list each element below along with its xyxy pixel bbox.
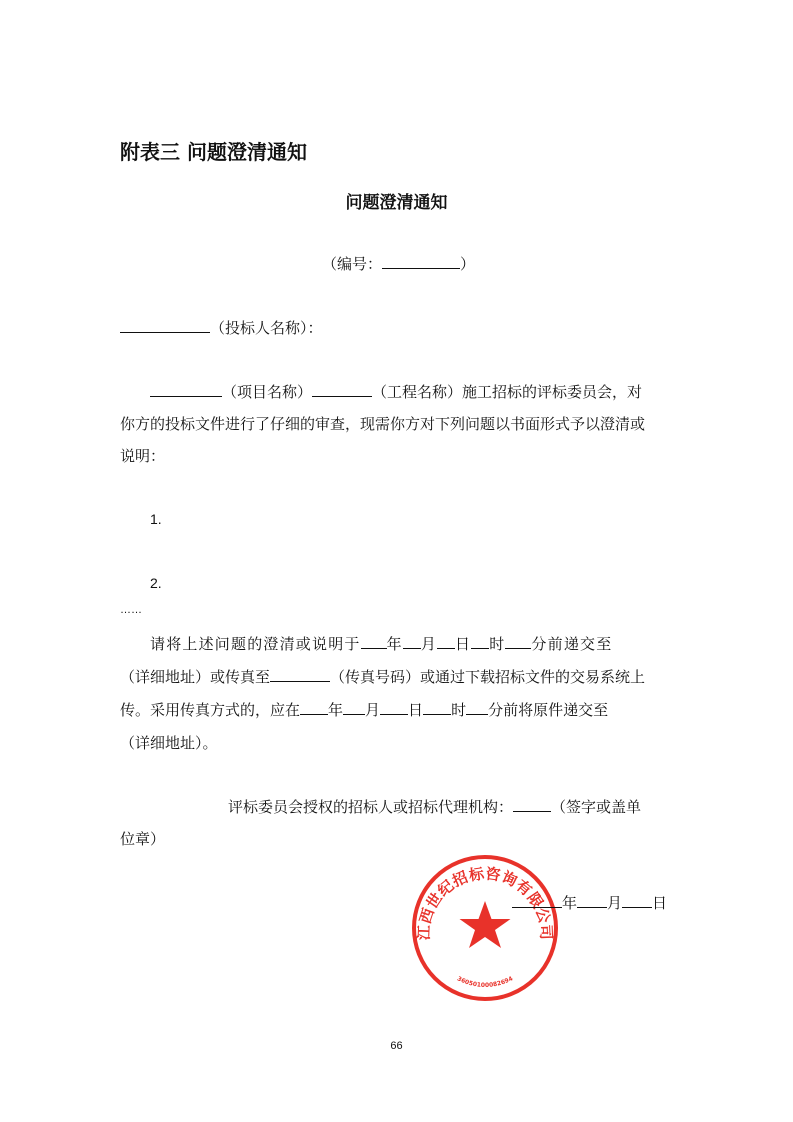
signature-note: （签字或盖单 xyxy=(551,798,642,816)
sign-year-blank[interactable] xyxy=(512,893,562,908)
signature-date-line xyxy=(512,893,667,913)
deadline-month-blank[interactable] xyxy=(403,634,421,649)
year-label: 年 xyxy=(386,635,403,653)
deadline-hour-blank[interactable] xyxy=(471,634,489,649)
addressee-line xyxy=(120,318,323,338)
hour-label-2: 时 xyxy=(451,701,467,719)
signature-line-1 xyxy=(228,797,641,817)
intro-line-3: 说明： xyxy=(120,447,166,465)
sign-day-blank[interactable] xyxy=(622,893,652,908)
seal-code-text: 36050100082694 xyxy=(455,975,515,990)
year-label-2: 年 xyxy=(328,701,344,719)
sign-day-label: 日 xyxy=(652,894,668,912)
project-label: （项目名称） xyxy=(222,383,313,401)
serial-number-line xyxy=(322,254,475,274)
seal-company-text: 江西世纪招标咨询有限公司 xyxy=(414,864,556,941)
original-day-blank[interactable] xyxy=(380,700,408,715)
deadline-day-blank[interactable] xyxy=(437,634,455,649)
original-hour-blank[interactable] xyxy=(423,700,451,715)
engineering-label: （工程名称）施工招标的评标委员会，对 xyxy=(372,383,643,401)
serial-number-blank[interactable] xyxy=(382,254,460,269)
sign-month-label: 月 xyxy=(607,894,623,912)
hour-label: 时 xyxy=(489,635,506,653)
request-line-1 xyxy=(150,634,612,654)
company-seal-stamp xyxy=(410,853,560,1003)
serial-close: ） xyxy=(460,255,476,273)
request-text-2b: （传真号码）或通过下载招标文件的交易系统上 xyxy=(330,668,646,686)
engineering-name-blank[interactable] xyxy=(312,382,372,397)
request-text-3a: 传。采用传真方式的，应在 xyxy=(120,701,301,719)
sign-year-label: 年 xyxy=(562,894,578,912)
ellipsis: …… xyxy=(120,604,142,616)
request-text-1b: 分前递交至 xyxy=(531,635,613,653)
signature-label: 评标委员会授权的招标人或招标代理机构： xyxy=(228,798,514,816)
addressee-label: （投标人名称）： xyxy=(210,319,323,337)
fax-number-blank[interactable] xyxy=(270,667,330,682)
original-minute-blank[interactable] xyxy=(466,700,488,715)
request-line-2 xyxy=(120,667,645,687)
request-line-4: （详细地址）。 xyxy=(120,734,218,752)
signature-line-2: 位章） xyxy=(120,830,166,848)
request-text-1: 请将上述问题的澄清或说明于 xyxy=(150,635,361,653)
original-month-blank[interactable] xyxy=(343,700,365,715)
request-line-3 xyxy=(120,700,608,720)
document-title: 问题澄清通知 xyxy=(345,193,448,213)
request-text-2a: （详细地址）或传真至 xyxy=(120,668,271,686)
intro-line-1 xyxy=(150,382,642,402)
seal-star-icon xyxy=(460,901,511,948)
sign-month-blank[interactable] xyxy=(577,893,607,908)
intro-line-2: 你方的投标文件进行了仔细的审查，现需你方对下列问题以书面形式予以澄清或 xyxy=(120,415,646,433)
request-text-3b: 分前将原件递交至 xyxy=(488,701,609,719)
day-label: 日 xyxy=(455,635,472,653)
deadline-minute-blank[interactable] xyxy=(505,634,531,649)
project-name-blank[interactable] xyxy=(150,382,222,397)
bidder-name-blank[interactable] xyxy=(120,318,210,333)
appendix-heading: 附表三 问题澄清通知 xyxy=(120,140,307,164)
deadline-year-blank[interactable] xyxy=(361,634,387,649)
signature-blank[interactable] xyxy=(513,797,551,812)
item-1: 1. xyxy=(150,511,162,527)
item-2: 2. xyxy=(150,575,162,591)
original-year-blank[interactable] xyxy=(300,700,328,715)
month-label: 月 xyxy=(420,635,438,653)
month-label-2: 月 xyxy=(365,701,381,719)
page-number: 66 xyxy=(390,1040,403,1052)
day-label-2: 日 xyxy=(408,701,424,719)
serial-label: （编号： xyxy=(322,255,383,273)
